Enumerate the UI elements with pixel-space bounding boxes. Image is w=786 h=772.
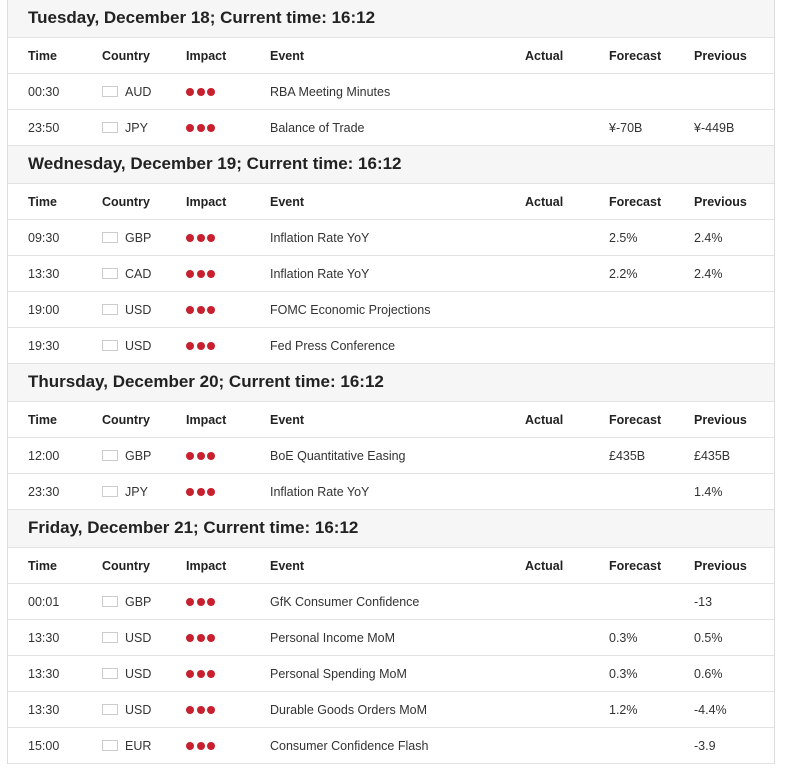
column-header-forecast: Forecast <box>609 559 662 573</box>
us-flag-icon <box>102 668 118 679</box>
impact-dot-icon <box>207 124 215 132</box>
currency-code: JPY <box>125 121 148 135</box>
table-row[interactable] <box>8 256 774 292</box>
day-section <box>8 146 774 364</box>
currency-code: CAD <box>125 267 152 281</box>
impact-dot-icon <box>186 234 194 242</box>
currency-code: EUR <box>125 739 152 753</box>
impact-dots <box>186 220 218 256</box>
column-header-forecast: Forecast <box>609 195 662 209</box>
impact-dot-icon <box>186 488 194 496</box>
us-flag-icon <box>102 704 118 715</box>
event-time: 19:30 <box>28 339 60 353</box>
event-previous: 2.4% <box>694 267 723 281</box>
impact-dot-icon <box>207 452 215 460</box>
impact-dot-icon <box>207 342 215 350</box>
column-header-time: Time <box>28 195 57 209</box>
impact-dots <box>186 620 218 656</box>
gb-flag-icon <box>102 596 118 607</box>
event-country <box>102 692 151 728</box>
event-name[interactable]: Fed Press Conference <box>270 339 396 353</box>
impact-indicator <box>186 110 218 146</box>
currency-code: USD <box>125 339 152 353</box>
event-country <box>102 256 151 292</box>
event-name[interactable]: Personal Income MoM <box>270 631 396 645</box>
event-forecast: 2.5% <box>609 231 638 245</box>
calendar-table <box>7 0 775 764</box>
impact-dot-icon <box>207 706 215 714</box>
impact-indicator <box>186 220 218 256</box>
table-row[interactable] <box>8 620 774 656</box>
impact-dots <box>186 474 218 510</box>
event-forecast: 1.2% <box>609 703 638 717</box>
currency-code: AUD <box>125 85 152 99</box>
event-country <box>102 438 151 474</box>
day-section <box>8 364 774 510</box>
impact-dot-icon <box>197 306 205 314</box>
jp-flag-icon <box>102 486 118 497</box>
day-section <box>8 510 774 764</box>
event-name[interactable]: Personal Spending MoM <box>270 667 407 681</box>
table-row[interactable] <box>8 584 774 620</box>
event-name[interactable]: Inflation Rate YoY <box>270 267 370 281</box>
impact-dot-icon <box>186 124 194 132</box>
impact-dot-icon <box>197 488 205 496</box>
impact-dot-icon <box>197 670 205 678</box>
event-name[interactable]: Inflation Rate YoY <box>270 485 370 499</box>
event-name[interactable]: GfK Consumer Confidence <box>270 595 420 609</box>
us-flag-icon <box>102 304 118 315</box>
currency-code: USD <box>125 303 152 317</box>
impact-dot-icon <box>186 452 194 460</box>
event-country <box>102 620 151 656</box>
day-header: Friday, December 21; Current time: 16:12 <box>8 510 774 548</box>
impact-dot-icon <box>197 124 205 132</box>
impact-dot-icon <box>186 306 194 314</box>
event-country <box>102 110 148 146</box>
table-row[interactable] <box>8 328 774 364</box>
event-name[interactable]: Consumer Confidence Flash <box>270 739 429 753</box>
event-country <box>102 328 151 364</box>
table-row[interactable] <box>8 74 774 110</box>
table-header-row <box>8 38 774 74</box>
impact-dot-icon <box>207 270 215 278</box>
column-header-impact: Impact <box>186 559 227 573</box>
impact-indicator <box>186 292 218 328</box>
currency-code: USD <box>125 631 152 645</box>
event-previous: -13 <box>694 595 713 609</box>
table-header-row <box>8 402 774 438</box>
impact-indicator <box>186 728 218 764</box>
impact-dot-icon <box>197 706 205 714</box>
day-header: Wednesday, December 19; Current time: 16:12 <box>8 146 774 184</box>
event-country <box>102 292 151 328</box>
event-time: 00:01 <box>28 595 60 609</box>
event-forecast: 0.3% <box>609 631 638 645</box>
column-header-previous: Previous <box>694 559 747 573</box>
event-previous: £435B <box>694 449 731 463</box>
currency-code: GBP <box>125 595 152 609</box>
event-country <box>102 74 151 110</box>
us-flag-icon <box>102 632 118 643</box>
column-header-actual: Actual <box>525 195 564 209</box>
impact-dots <box>186 728 218 764</box>
column-header-country: Country <box>102 559 150 573</box>
impact-dot-icon <box>207 234 215 242</box>
impact-dots <box>186 328 218 364</box>
impact-indicator <box>186 438 218 474</box>
impact-dot-icon <box>207 742 215 750</box>
impact-dot-icon <box>186 706 194 714</box>
event-time: 13:30 <box>28 267 60 281</box>
currency-code: USD <box>125 667 152 681</box>
table-row[interactable] <box>8 656 774 692</box>
column-header-impact: Impact <box>186 195 227 209</box>
table-row[interactable] <box>8 474 774 510</box>
event-time: 00:30 <box>28 85 60 99</box>
impact-dots <box>186 256 218 292</box>
table-header-row <box>8 184 774 220</box>
currency-code: GBP <box>125 449 152 463</box>
impact-dots <box>186 74 218 110</box>
event-name[interactable]: FOMC Economic Projections <box>270 303 431 317</box>
impact-dot-icon <box>186 88 194 96</box>
impact-dot-icon <box>197 88 205 96</box>
column-header-previous: Previous <box>694 195 747 209</box>
table-header-row <box>8 548 774 584</box>
event-country <box>102 474 148 510</box>
impact-dot-icon <box>197 270 205 278</box>
event-forecast: ¥-70B <box>609 121 643 135</box>
impact-dot-icon <box>186 742 194 750</box>
column-header-forecast: Forecast <box>609 413 662 427</box>
eu-flag-icon <box>102 740 118 751</box>
table-row[interactable] <box>8 220 774 256</box>
impact-dot-icon <box>207 634 215 642</box>
table-row[interactable] <box>8 292 774 328</box>
impact-indicator <box>186 620 218 656</box>
event-time: 13:30 <box>28 703 60 717</box>
table-row[interactable] <box>8 728 774 764</box>
currency-code: JPY <box>125 485 148 499</box>
event-name[interactable]: RBA Meeting Minutes <box>270 85 391 99</box>
column-header-event: Event <box>270 413 305 427</box>
event-time: 13:30 <box>28 631 60 645</box>
jp-flag-icon <box>102 122 118 133</box>
impact-dot-icon <box>207 488 215 496</box>
impact-indicator <box>186 256 218 292</box>
column-header-event: Event <box>270 195 305 209</box>
event-country <box>102 220 151 256</box>
event-time: 15:00 <box>28 739 60 753</box>
ca-flag-icon <box>102 268 118 279</box>
event-time: 23:50 <box>28 121 60 135</box>
column-header-actual: Actual <box>525 49 564 63</box>
impact-indicator <box>186 656 218 692</box>
day-header: Thursday, December 20; Current time: 16:12 <box>8 364 774 402</box>
impact-indicator <box>186 692 218 728</box>
event-time: 19:00 <box>28 303 60 317</box>
column-header-time: Time <box>28 413 57 427</box>
impact-dot-icon <box>186 634 194 642</box>
impact-dot-icon <box>197 742 205 750</box>
event-name[interactable]: BoE Quantitative Easing <box>270 449 406 463</box>
impact-dot-icon <box>197 598 205 606</box>
column-header-forecast: Forecast <box>609 49 662 63</box>
impact-indicator <box>186 584 218 620</box>
column-header-time: Time <box>28 559 57 573</box>
event-forecast: 2.2% <box>609 267 638 281</box>
impact-dots <box>186 692 218 728</box>
column-header-actual: Actual <box>525 559 564 573</box>
impact-dot-icon <box>197 234 205 242</box>
impact-dot-icon <box>207 88 215 96</box>
event-previous: ¥-449B <box>694 121 735 135</box>
column-header-impact: Impact <box>186 413 227 427</box>
gb-flag-icon <box>102 450 118 461</box>
column-header-previous: Previous <box>694 413 747 427</box>
event-time: 09:30 <box>28 231 60 245</box>
column-header-previous: Previous <box>694 49 747 63</box>
impact-dot-icon <box>207 306 215 314</box>
impact-indicator <box>186 474 218 510</box>
event-time: 23:30 <box>28 485 60 499</box>
event-time: 13:30 <box>28 667 60 681</box>
column-header-actual: Actual <box>525 413 564 427</box>
currency-code: GBP <box>125 231 152 245</box>
event-forecast: 0.3% <box>609 667 638 681</box>
event-name[interactable]: Inflation Rate YoY <box>270 231 370 245</box>
impact-dot-icon <box>207 598 215 606</box>
day-section <box>8 0 774 146</box>
us-flag-icon <box>102 340 118 351</box>
column-header-country: Country <box>102 195 150 209</box>
impact-dots <box>186 438 218 474</box>
impact-dots <box>186 292 218 328</box>
column-header-country: Country <box>102 413 150 427</box>
impact-dots <box>186 656 218 692</box>
event-previous: 0.6% <box>694 667 723 681</box>
impact-dot-icon <box>207 670 215 678</box>
event-name[interactable]: Durable Goods Orders MoM <box>270 703 428 717</box>
column-header-event: Event <box>270 49 305 63</box>
column-header-country: Country <box>102 49 150 63</box>
impact-indicator <box>186 74 218 110</box>
table-row[interactable] <box>8 438 774 474</box>
event-country <box>102 728 151 764</box>
event-previous: 0.5% <box>694 631 723 645</box>
event-previous: 1.4% <box>694 485 723 499</box>
impact-dots <box>186 584 218 620</box>
currency-code: USD <box>125 703 152 717</box>
event-previous: -4.4% <box>694 703 727 717</box>
impact-dot-icon <box>186 270 194 278</box>
impact-indicator <box>186 328 218 364</box>
impact-dot-icon <box>197 342 205 350</box>
column-header-event: Event <box>270 559 305 573</box>
event-country <box>102 656 151 692</box>
gb-flag-icon <box>102 232 118 243</box>
event-name[interactable]: Balance of Trade <box>270 121 365 135</box>
event-forecast: £435B <box>609 449 646 463</box>
column-header-time: Time <box>28 49 57 63</box>
impact-dot-icon <box>197 634 205 642</box>
impact-dot-icon <box>186 598 194 606</box>
column-header-impact: Impact <box>186 49 227 63</box>
impact-dot-icon <box>186 342 194 350</box>
table-row[interactable] <box>8 110 774 146</box>
impact-dot-icon <box>197 452 205 460</box>
table-row[interactable] <box>8 692 774 728</box>
day-header: Tuesday, December 18; Current time: 16:12 <box>8 0 774 38</box>
event-previous: 2.4% <box>694 231 723 245</box>
au-flag-icon <box>102 86 118 97</box>
event-country <box>102 584 151 620</box>
impact-dot-icon <box>186 670 194 678</box>
event-previous: -3.9 <box>694 739 716 753</box>
event-time: 12:00 <box>28 449 60 463</box>
impact-dots <box>186 110 218 146</box>
